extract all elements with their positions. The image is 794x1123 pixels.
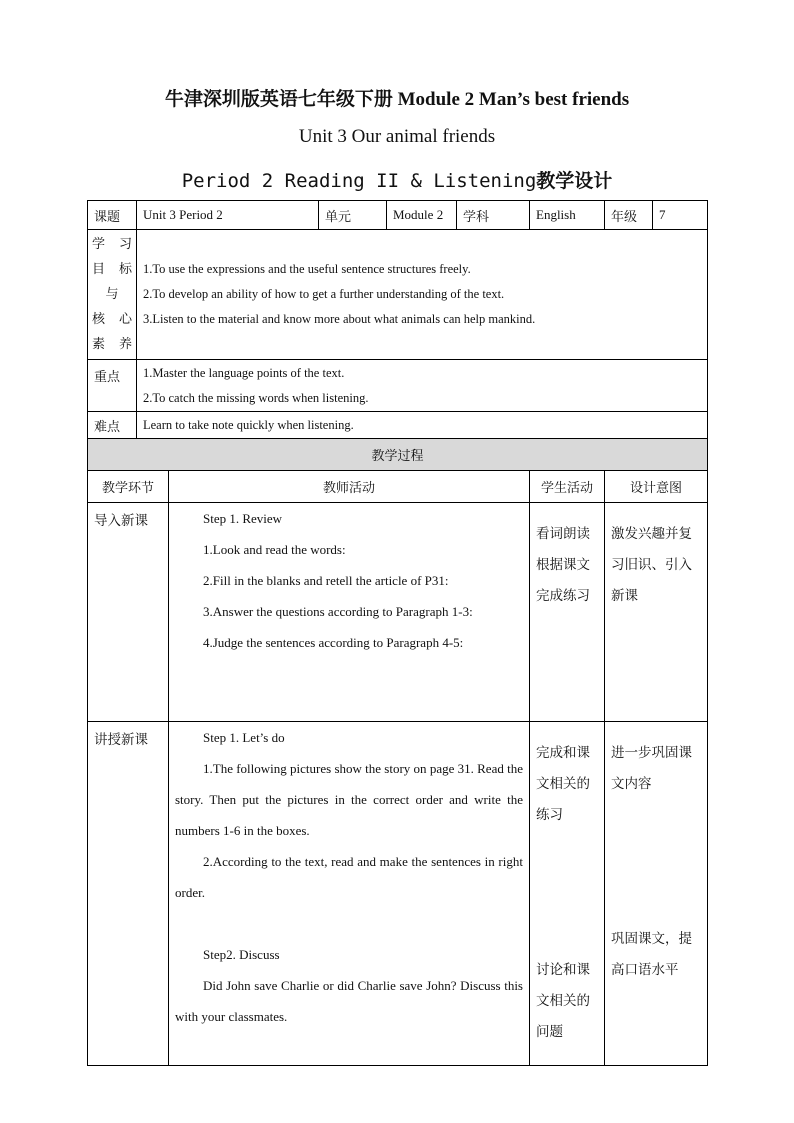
goal-item: 3.Listen to the material and know more about what animals can help mankind. xyxy=(143,312,536,326)
grade-value: 7 xyxy=(653,201,708,230)
goals-label-line: 素养 xyxy=(92,337,132,352)
teacher-step: Step 1. Review xyxy=(203,511,283,526)
info-row xyxy=(88,201,708,230)
key-point-item: 1.Master the language points of the text. xyxy=(143,365,345,380)
goal-item: 1.To use the expressions and the useful sentence structures freely. xyxy=(143,262,471,276)
design-intent-intro xyxy=(605,503,708,722)
header-teacher: 教师活动 xyxy=(169,471,530,503)
teacher-step: 1.Look and read the words: xyxy=(203,542,346,557)
course-label: 课题 xyxy=(88,201,137,230)
process-section-row xyxy=(88,439,708,471)
subject-value: English xyxy=(530,201,605,230)
key-points-content xyxy=(137,360,708,412)
course-value: Unit 3 Period 2 xyxy=(137,201,319,230)
process-row-intro xyxy=(88,503,708,722)
stage-new: 讲授新课 xyxy=(88,722,169,1066)
process-section-title: 教学过程 xyxy=(88,439,708,471)
difficulties-label: 难点 xyxy=(88,412,137,439)
design-intent: 巩固课文，提高口语水平 xyxy=(611,931,693,978)
process-row-new xyxy=(88,722,708,1066)
key-points-row xyxy=(88,360,708,412)
student-activity: 完成和课文相关的练习 xyxy=(536,745,590,823)
goals-label xyxy=(88,230,137,360)
design-intent: 激发兴趣并复习旧识、引入新课 xyxy=(611,526,693,604)
teacher-step: Step 1. Let’s do xyxy=(203,730,285,745)
header-stage: 教学环节 xyxy=(88,471,169,503)
header-intent: 设计意图 xyxy=(605,471,708,503)
student-activity: 看词朗读 xyxy=(536,526,590,542)
stage-intro: 导入新课 xyxy=(88,503,169,722)
header-student: 学生活动 xyxy=(530,471,605,503)
lesson-plan-table xyxy=(87,200,708,1066)
goals-content xyxy=(137,230,708,360)
spacer xyxy=(175,908,523,939)
teacher-step: 2.Fill in the blanks and retell the article of P31: xyxy=(203,573,449,588)
subject-label: 学科 xyxy=(457,201,530,230)
document-subtitle-period xyxy=(0,166,794,193)
student-activity-intro xyxy=(530,503,605,722)
teacher-activity-new xyxy=(169,722,530,1066)
unit-label: 单元 xyxy=(319,201,387,230)
design-intent: 进一步巩固课文内容 xyxy=(611,745,693,792)
key-points-label: 重点 xyxy=(88,360,137,412)
teacher-step: Step2. Discuss xyxy=(203,947,280,962)
period-title-en: Period 2 Reading II & Listening xyxy=(181,170,537,192)
document-subtitle-unit: Unit 3 Our animal friends xyxy=(298,126,496,147)
difficulties-row xyxy=(88,412,708,439)
document-title: 牛津深圳版英语七年级下册 Module 2 Man’s best friends xyxy=(164,89,630,110)
design-intent-new xyxy=(605,722,708,1066)
goals-label-line: 学 习 xyxy=(92,237,132,252)
student-activity: 根据课文完成练习 xyxy=(536,557,590,604)
goals-label-line: 核 心 xyxy=(92,312,132,327)
key-point-item: 2.To catch the missing words when listening. xyxy=(143,390,369,405)
teacher-step: Did John save Charlie or did Charlie save John? Discuss this with your classmates. xyxy=(175,978,523,1024)
teacher-step: 2.According to the text, read and make the sentences in right order. xyxy=(175,854,523,900)
teacher-activity-intro xyxy=(169,503,530,722)
period-title-cn: 教学设计 xyxy=(536,170,613,192)
process-header-row xyxy=(88,471,708,503)
student-activity: 讨论和课文相关的问题 xyxy=(536,962,590,1040)
goals-label-line: 与 xyxy=(105,287,119,302)
teacher-step: 4.Judge the sentences according to Paragraph 4-5: xyxy=(203,635,464,650)
teacher-step: 3.Answer the questions according to Paragraph 1-3: xyxy=(203,604,473,619)
goals-row xyxy=(88,230,708,360)
goals-label-line: 目标 xyxy=(92,262,132,277)
student-activity-new xyxy=(530,722,605,1066)
unit-value: Module 2 xyxy=(387,201,457,230)
grade-label: 年级 xyxy=(605,201,653,230)
difficulties-content: Learn to take note quickly when listening. xyxy=(137,412,708,439)
goal-item: 2.To develop an ability of how to get a further understanding of the text. xyxy=(143,287,505,301)
teacher-step: 1.The following pictures show the story on page 31. Read the story. Then put the pictures in the correct order and write the numbers 1-6 in the boxes. xyxy=(175,761,523,838)
